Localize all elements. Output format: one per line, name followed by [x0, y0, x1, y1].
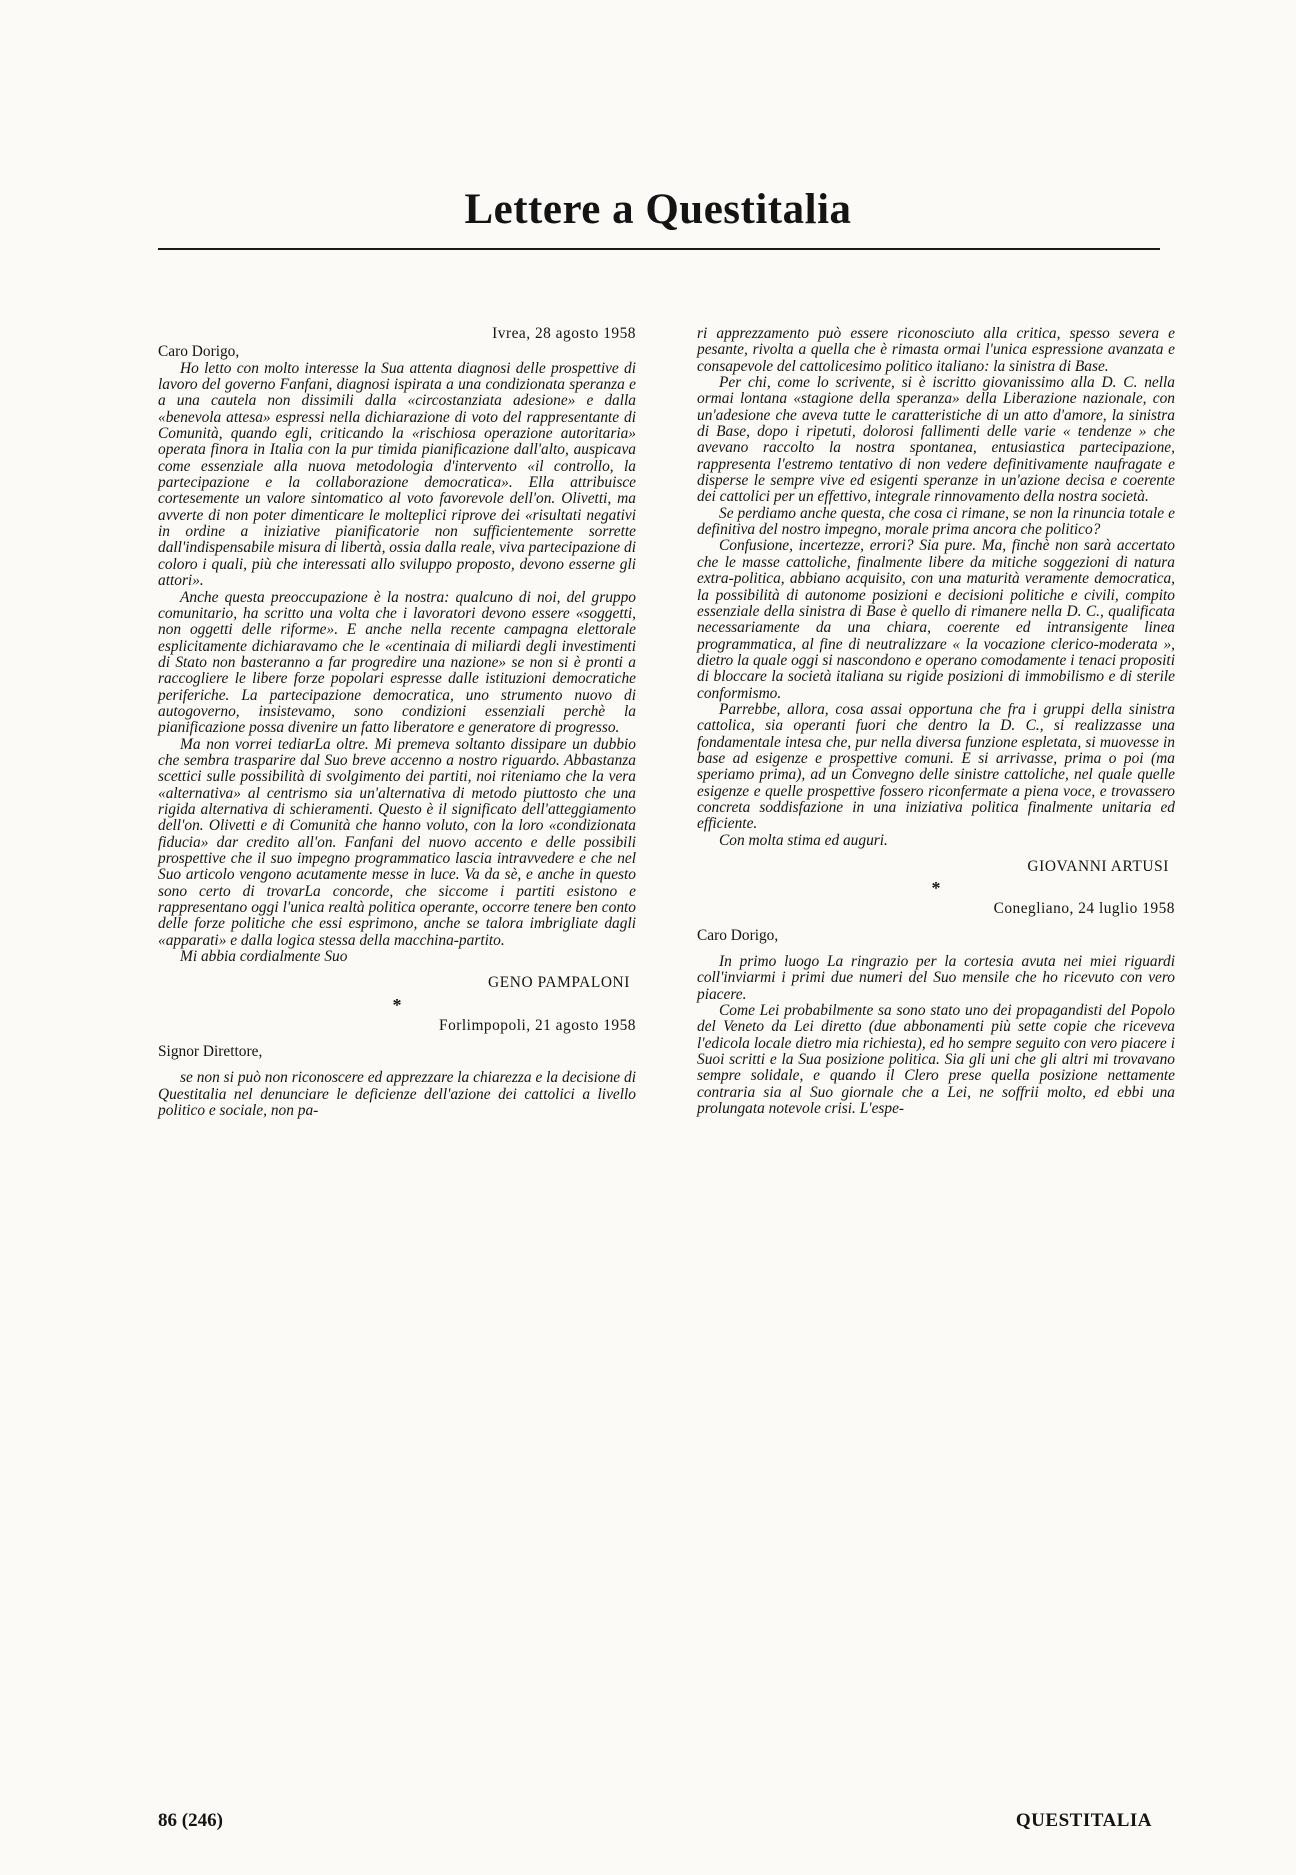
letter1-paragraph-1: Ho letto con molto interesse la Sua attenta diagnosi delle prospettive di lavoro del governo Fanfani, diagnosi ispirata a una condizionata speranza e a una cautela non dissimili dalla «circostanziata adesione» e dalla «benevola attesa» espressi nella dichiarazione di voto del rappresentante di Comunità, quando egli, criticando la «rischiosa operazione autoritaria» operata finora in Italia con la pur timida pianificazione dall'alto, auspicava come essenziale alla nuova metodologia d'intervento «il controllo, la partecipazione e la collaborazione democratica». Ella attribuisce cortesemente un valore sintomatico al voto favorevole dell'on. Olivetti, ma avverte di non poter dimenticare le molteplici riprove dei «risultati negativi in ordine a iniziative pianificatorie non sufficientemente sorrette dall'indispensabile misura di libertà, ossia dalla reale, viva partecipazione di coloro i quali, più che interessati allo sviluppo proposto, devono esserne gli attori».	[158, 359, 636, 590]
publication-name: QUESTITALIA	[1015, 1810, 1152, 1831]
letter1-salutation: Caro Dorigo,	[158, 343, 240, 361]
letter1-signature: GENO PAMPALONI	[488, 974, 630, 992]
letter3-paragraph-2: Come Lei probabilmente sa sono stato uno dei propagandisti del Popolo del Veneto da Lei diretto (due abbonamenti più sette copie che riceveva l'edicola locale dietro mia richiesta), ed ho sempre seguito con vero piacere i Suoi scritti e la Sua posizione politica. Sia gli uni che gli altri mi trovavano sempre solidale, e quando il Clero prese quella posizione nettamente contraria sia al Suo giornale che a Lei, ne soffrii molto, ed ebbi una prolungata notevole crisi. L'espe-	[697, 1002, 1175, 1118]
page-number: 86 (246)	[158, 1810, 223, 1831]
letter3-paragraph-1: In primo luogo La ringrazio per la cortesia avuta nei miei riguardi coll'inviarmi i primi due numeri del Suo mensile che ho ricevuto con vero piacere.	[697, 953, 1175, 1003]
letter1-paragraph-3: Ma non vorrei tediarLa oltre. Mi premeva soltanto dissipare un dubbio che sembra trasparire dal Suo breve accenno a nostro riguardo. Abbastanza scettici sulle possibilità di svolgimento dei partiti, noi riteniamo che la vera «alternativa» al centrismo sia un'alternativa di metodo piuttosto che una rigida alternativa di schieramenti. Questo è il significato dell'atteggiamento dell'on. Olivetti e di Comunità che hanno voluto, con la loro «condizionata fiducia» dar credito all'on. Fanfani del nuovo accento e delle possibili prospettive che il suo impegno programmatico lascia intravvedere e che nel Suo articolo vengono acutamente messe in luce. Va da sè, e anche in questo sono certo di trovarLa concorde, che siccome i partiti esistono e rappresentano oggi l'unica realtà politica operante, occorre tenere ben conto delle forze politiche che essi esprimono, anche se talora imbrigliate dagli «apparati» e dalla logica stessa della macchina-partito.	[158, 735, 636, 949]
right-column	[697, 326, 1175, 1117]
letter1-dateline: Ivrea, 28 agosto 1958	[492, 325, 636, 342]
letter2-signature: GIOVANNI ARTUSI	[1027, 858, 1169, 875]
letter2-paragraph-continued: ri apprezzamento può essere riconosciuto alla critica, spesso severa e pesante, rivolta a quella che è rimasta ormai l'unica espressione avanzata e consapevole del cattolicesimo politico italiano: la sinistra di Base.	[697, 325, 1175, 375]
letter2-paragraph-start: se non si può non riconoscere ed apprezzare la chiarezza e la decisione di Questitalia nel denunciare le deficienze dell'azione dei cattolici a livello politico e sociale, non pa-	[158, 1069, 636, 1120]
letter2-salutation: Signor Direttore,	[158, 1043, 263, 1061]
letter3-salutation: Caro Dorigo,	[697, 926, 779, 944]
letter2-paragraph-2: Per chi, come lo scrivente, si è iscritto giovanissimo alla D. C. nella ormai lontana «stagione della speranza» della Liberazione nazionale, con un'adesione che aveva tutte le caratteristiche di un atto d'amore, la sinistra di Base, dopo i ripetuti, dolorosi fallimenti delle varie « tendenze » che avevano raccolto la nostra spontanea, entusiastica partecipazione, rappresenta l'estremo tentativo di non vedere definitivamente naufragate e disperse le sempre vive ed esigenti speranze in un'azione decisa e coerente dei cattolici per un effettivo, integrale rinnovamento della nostra società.	[697, 374, 1175, 506]
title-rule	[158, 248, 1160, 250]
separator-asterisk: *	[392, 994, 402, 1015]
letter2-closing: Con molta stima ed auguri.	[719, 831, 888, 849]
letter2-paragraph-5: Parrebbe, allora, cosa assai opportuna che fra i gruppi della sinistra cattolica, sia operanti fuori che dentro la D. C., si realizzasse una fondamentale intesa che, pur nella diversa funzione espletata, si muovesse in base ad esigenze e prospettive comuni. E si arrivasse, prima o poi (ma speriamo prima), ad un Convegno delle sinistre cattoliche, nel quale quelle esigenze e quelle prospettive fossero riconfermate a piena voce, e trovassero concreta soddisfazione in una iniziativa politica finalmente unitaria ed efficiente.	[697, 700, 1175, 833]
letter1-closing: Mi abbia cordialmente Suo	[180, 948, 348, 966]
letter2-paragraph-3: Se perdiamo anche questa, che cosa ci rimane, se non la rinuncia totale e definitiva del nostro impegno, morale prima ancora che politico?	[697, 504, 1175, 539]
page-title: Lettere a Questitalia	[464, 186, 852, 233]
letter2-paragraph-4: Confusione, incertezze, errori? Sia pure. Ma, finchè non sarà accertato che le masse cattoliche, finalmente libere da mitiche soggezioni di natura extra-politica, abbiano acquisito, con una maturità veramente democratica, la possibilità di autonome posizioni e decisioni politiche e civili, compito essenziale della sinistra di Base è quello di rimanere nella D. C., qualificata necessariamente da una chiara, coerente ed intransigente linea programmatica, al fine di neutralizzare « la vocazione clerico-moderata », dietro la quale oggi si nascondono e operano comodamente i tenaci propositi di bloccare la società italiana su rigide posizioni di immobilismo e di sterile conformismo.	[697, 537, 1175, 702]
left-column	[158, 326, 636, 1119]
separator-asterisk: *	[931, 878, 941, 899]
letter2-dateline: Forlimpopoli, 21 agosto 1958	[439, 1016, 636, 1034]
letter3-dateline: Conegliano, 24 luglio 1958	[993, 900, 1175, 918]
letter1-paragraph-2: Anche questa preoccupazione è la nostra: qualcuno di noi, del gruppo comunitario, ha scritto una volta che i lavoratori devono essere «soggetti, non oggetti delle riforme». E anche nella recente campagna elettorale esplicitamente dichiaravamo che le «centinaia di miliardi degli investimenti di Stato non basteranno a far progredire una nazione» se non si è pronti a raccogliere le libere forze popolari espresse dalle istituzioni democratiche periferiche. La partecipazione democratica, uno strumento nuovo di autogoverno, insistevamo, sono condizioni essenziali perchè la pianificazione possa divenire un fatto liberatore e generatore di progresso.	[158, 588, 636, 737]
